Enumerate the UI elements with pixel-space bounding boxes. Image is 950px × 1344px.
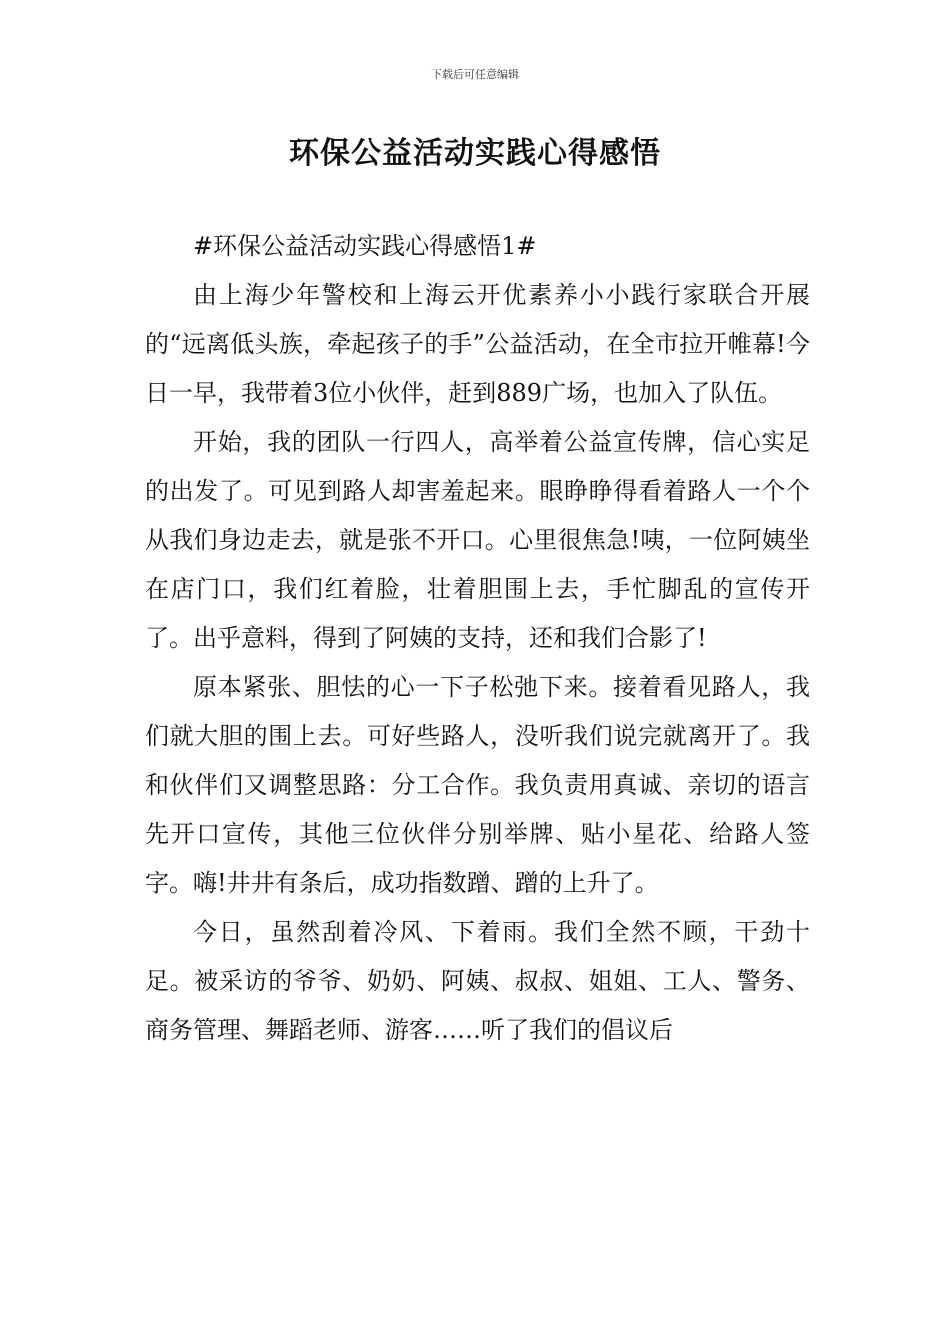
document-title: 环保公益活动实践心得感悟 [289, 136, 661, 171]
paragraph: 原本紧张、胆怯的心一下子松弛下来。接着看见路人，我们就大胆的围上去。可好些路人，没听我们说完就离开了。我和伙伴们又调整思路：分工合作。我负责用真诚、亲切的语言先开口宣传，其他三位伙伴分别举牌、贴小星花、给路人签字。嗨!井井有条后，成功指数蹭、蹭的上升了。 [145, 673, 810, 897]
paragraph: 今日，虽然刮着冷风、下着雨。我们全然不顾，干劲十足。被采访的爷爷、奶奶、阿姨、叔叔、姐姐、工人、警务、商务管理、舞蹈老师、游客……听了我们的倡议后 [145, 918, 810, 1044]
document-body [145, 222, 810, 1055]
header-note: 下载后可任意编辑 [431, 68, 519, 81]
paragraph: 由上海少年警校和上海云开优素养小小践行家联合开展的“远离低头族，牵起孩子的手”公益活动，在全市拉开帷幕!今日一早，我带着3位小伙伴，赶到889广场，也加入了队伍。 [145, 281, 810, 407]
paragraph-subtitle: #环保公益活动实践心得感悟1# [193, 232, 537, 260]
paragraph: 开始，我的团队一行四人，高举着公益宣传牌，信心实足的出发了。可见到路人却害羞起来。眼睁睁得看着路人一个个从我们身边走去，就是张不开口。心里很焦急!咦，一位阿姨坐在店门口，我们红着脸，壮着胆围上去，手忙脚乱的宣传开了。出乎意料，得到了阿姨的支持，还和我们合影了! [145, 428, 810, 652]
